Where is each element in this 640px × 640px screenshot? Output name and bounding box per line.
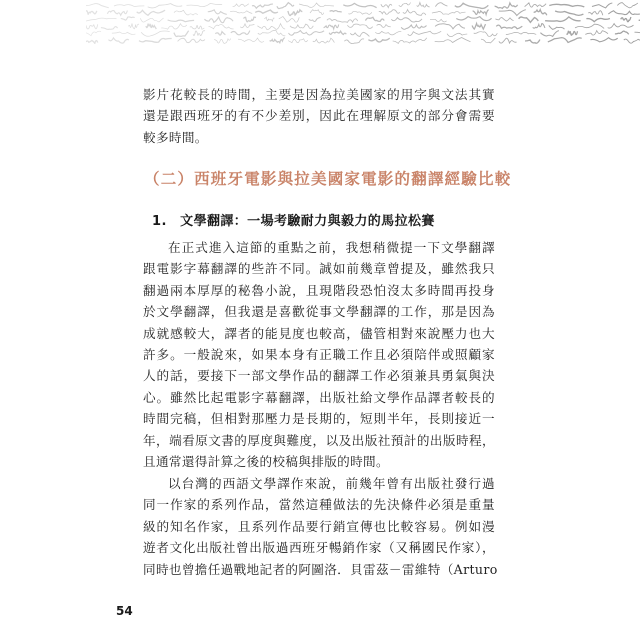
script-stroke [168, 20, 195, 22]
script-stroke [435, 3, 447, 7]
script-stroke [615, 31, 629, 34]
script-stroke [277, 3, 294, 9]
script-stroke [586, 18, 610, 21]
script-stroke [432, 11, 466, 14]
script-stroke [585, 31, 608, 35]
text-line: 以台灣的西語文學譯作來說，前幾年曾有出版社發行過 [168, 476, 495, 491]
script-stroke [401, 25, 426, 30]
script-stroke [330, 11, 342, 12]
paragraph-1 [143, 237, 495, 472]
script-stroke [549, 4, 584, 7]
script-stroke [350, 32, 369, 36]
script-stroke [499, 38, 517, 43]
script-stroke [327, 19, 358, 23]
script-stroke [495, 3, 518, 8]
script-stroke [313, 38, 335, 43]
script-stroke [344, 39, 364, 44]
script-stroke [368, 38, 389, 42]
text-line: 影片花較長的時間，主要是因為拉美國家的用字與文法其實 [143, 87, 495, 102]
script-stroke [495, 18, 513, 22]
script-stroke [447, 33, 467, 36]
script-stroke [244, 17, 257, 22]
script-stroke [533, 24, 545, 29]
text-line: 年，端看原文書的厚度與難度，以及出版社預計的出版時程， [143, 432, 495, 448]
text-line: 還是跟西班牙的有不少差別，因此在理解原文的部分會需要 [143, 108, 495, 124]
script-stroke [540, 31, 559, 37]
script-stroke [190, 25, 204, 29]
script-stroke [101, 27, 118, 30]
script-stroke [107, 11, 127, 16]
header-decoration-band [86, 0, 640, 44]
script-stroke [481, 38, 495, 43]
script-stroke [534, 10, 547, 16]
script-stroke [264, 17, 274, 21]
script-stroke [129, 24, 139, 29]
script-stroke [455, 3, 489, 8]
script-stroke [555, 11, 583, 15]
script-stroke [141, 31, 170, 36]
script-stroke [635, 31, 640, 36]
script-stroke [178, 38, 205, 42]
script-stroke [288, 39, 308, 43]
script-stroke [86, 24, 98, 29]
script-stroke [548, 38, 582, 43]
script-stroke [137, 10, 165, 15]
script-stroke [456, 17, 491, 21]
script-stroke [240, 24, 254, 28]
intro-paragraph [143, 84, 495, 148]
script-stroke [324, 25, 339, 29]
script-stroke [348, 11, 371, 14]
script-stroke [255, 10, 278, 13]
script-stroke [430, 19, 447, 22]
script-stroke [617, 3, 638, 8]
script-stroke [472, 24, 485, 30]
text-line: 較多時間。 [143, 129, 208, 145]
script-stroke [238, 38, 264, 42]
script-stroke [140, 18, 163, 22]
script-stroke [608, 24, 634, 29]
script-stroke [408, 31, 442, 35]
script-stroke [289, 31, 325, 36]
script-stroke [290, 24, 313, 28]
script-stroke [204, 17, 233, 23]
script-stroke [519, 17, 539, 22]
script-stroke [193, 31, 205, 36]
script-stroke [174, 10, 198, 15]
script-stroke [365, 17, 384, 21]
text-line: 時間完稿，但相對那壓力是長期的，短則半年，長則接近一 [143, 411, 495, 427]
handwritten-pattern-graphic [86, 0, 640, 44]
script-stroke [343, 3, 376, 7]
script-stroke [575, 24, 604, 28]
script-stroke [624, 39, 640, 43]
script-stroke [139, 38, 172, 42]
script-stroke [121, 17, 135, 20]
script-stroke [114, 5, 144, 7]
text-line: 且通常還得計算之後的校稿與排版的時間。 [143, 453, 389, 469]
script-stroke [608, 11, 640, 15]
script-stroke [567, 31, 578, 35]
script-stroke [592, 3, 612, 8]
subsection-heading: 1. 文學翻譯：一場考驗耐力與毅力的馬拉松賽 [152, 214, 435, 229]
script-stroke [417, 3, 430, 8]
paragraph-2 [143, 473, 498, 580]
script-stroke [474, 32, 498, 37]
script-stroke [393, 38, 427, 44]
script-stroke [496, 25, 522, 29]
script-stroke [86, 18, 117, 21]
script-stroke [549, 25, 565, 29]
script-stroke [146, 24, 156, 29]
text-line: 心。雖然比起電影字幕翻譯，出版社給文學作品譯者較長的 [143, 389, 495, 405]
script-stroke [590, 38, 617, 42]
script-stroke [86, 41, 98, 44]
script-stroke [174, 31, 189, 37]
script-stroke [621, 17, 631, 22]
script-stroke [187, 3, 223, 6]
page-number: 54 [116, 604, 133, 618]
script-stroke [310, 10, 324, 15]
script-stroke [214, 39, 231, 44]
script-stroke [375, 31, 401, 35]
script-stroke [215, 32, 225, 36]
script-stroke [506, 32, 536, 34]
script-stroke [473, 10, 489, 14]
script-stroke [347, 24, 372, 28]
script-stroke [209, 24, 234, 29]
script-stroke [86, 11, 97, 15]
script-stroke [86, 4, 109, 8]
text-line: 許多。一般說來，如果本身有正職工作且必須陪伴或照顧家 [143, 346, 495, 362]
script-stroke [435, 38, 471, 43]
script-stroke [233, 4, 249, 7]
script-stroke [377, 24, 391, 27]
script-stroke [381, 4, 392, 7]
script-stroke [329, 31, 346, 34]
section-heading: （二）西班牙電影與拉美國家電影的翻譯經驗比較 [144, 169, 512, 188]
text-line: 翻過兩本厚厚的秘魯小說，且現階段恐怕沒太多時間再投身 [143, 282, 495, 298]
script-stroke [252, 4, 273, 8]
script-stroke [399, 3, 411, 7]
script-stroke [257, 24, 285, 30]
text-line: 於文學翻譯，但我還是喜歡從事文學翻譯的工作，那是因為 [143, 304, 495, 320]
text-line: 級的知名作家，且系列作品要行銷宣傳也比較容易。例如漫 [143, 518, 495, 534]
text-line: 遊者文化出版社曾出版過西班牙暢銷作家（又稱國民作家）， [143, 540, 495, 556]
script-stroke [161, 24, 187, 30]
script-stroke [230, 11, 252, 14]
script-stroke [208, 10, 227, 15]
script-stroke [112, 32, 135, 34]
script-stroke [270, 38, 285, 43]
script-stroke [403, 10, 426, 16]
script-stroke [379, 10, 400, 15]
script-stroke [525, 3, 547, 7]
script-stroke [299, 3, 334, 7]
text-line: 同一作家的系列作品，當然這種做法的先決條件必須是重量 [143, 497, 495, 513]
script-stroke [109, 38, 129, 43]
script-stroke [435, 24, 465, 29]
text-line: 成就感較大，譯者的能見度也較高，儘管相對來說壓力也大 [143, 325, 495, 341]
script-stroke [499, 10, 526, 16]
script-stroke [148, 4, 183, 8]
script-stroke [588, 11, 603, 15]
text-line: 人的話，要接下一部文學作品的翻譯工作必須兼具勇氣與決 [143, 368, 495, 384]
script-stroke [391, 18, 422, 22]
script-stroke [525, 40, 540, 44]
text-line: 跟電影字幕翻譯的些許不同。誠如前幾章曾提及，雖然我只 [143, 261, 495, 277]
script-stroke [288, 10, 302, 16]
script-stroke [258, 30, 286, 35]
script-stroke [231, 31, 250, 35]
script-stroke [86, 31, 101, 36]
text-line: 在正式進入這節的重點之前，我想稍微提一下文學翻譯 [168, 240, 495, 255]
script-stroke [309, 18, 321, 22]
script-stroke [279, 17, 299, 23]
text-line: 同時也曾擔任過戰地記者的阿圖洛．貝雷茲－雷維特（Arturo [143, 561, 498, 577]
script-stroke [545, 17, 581, 22]
